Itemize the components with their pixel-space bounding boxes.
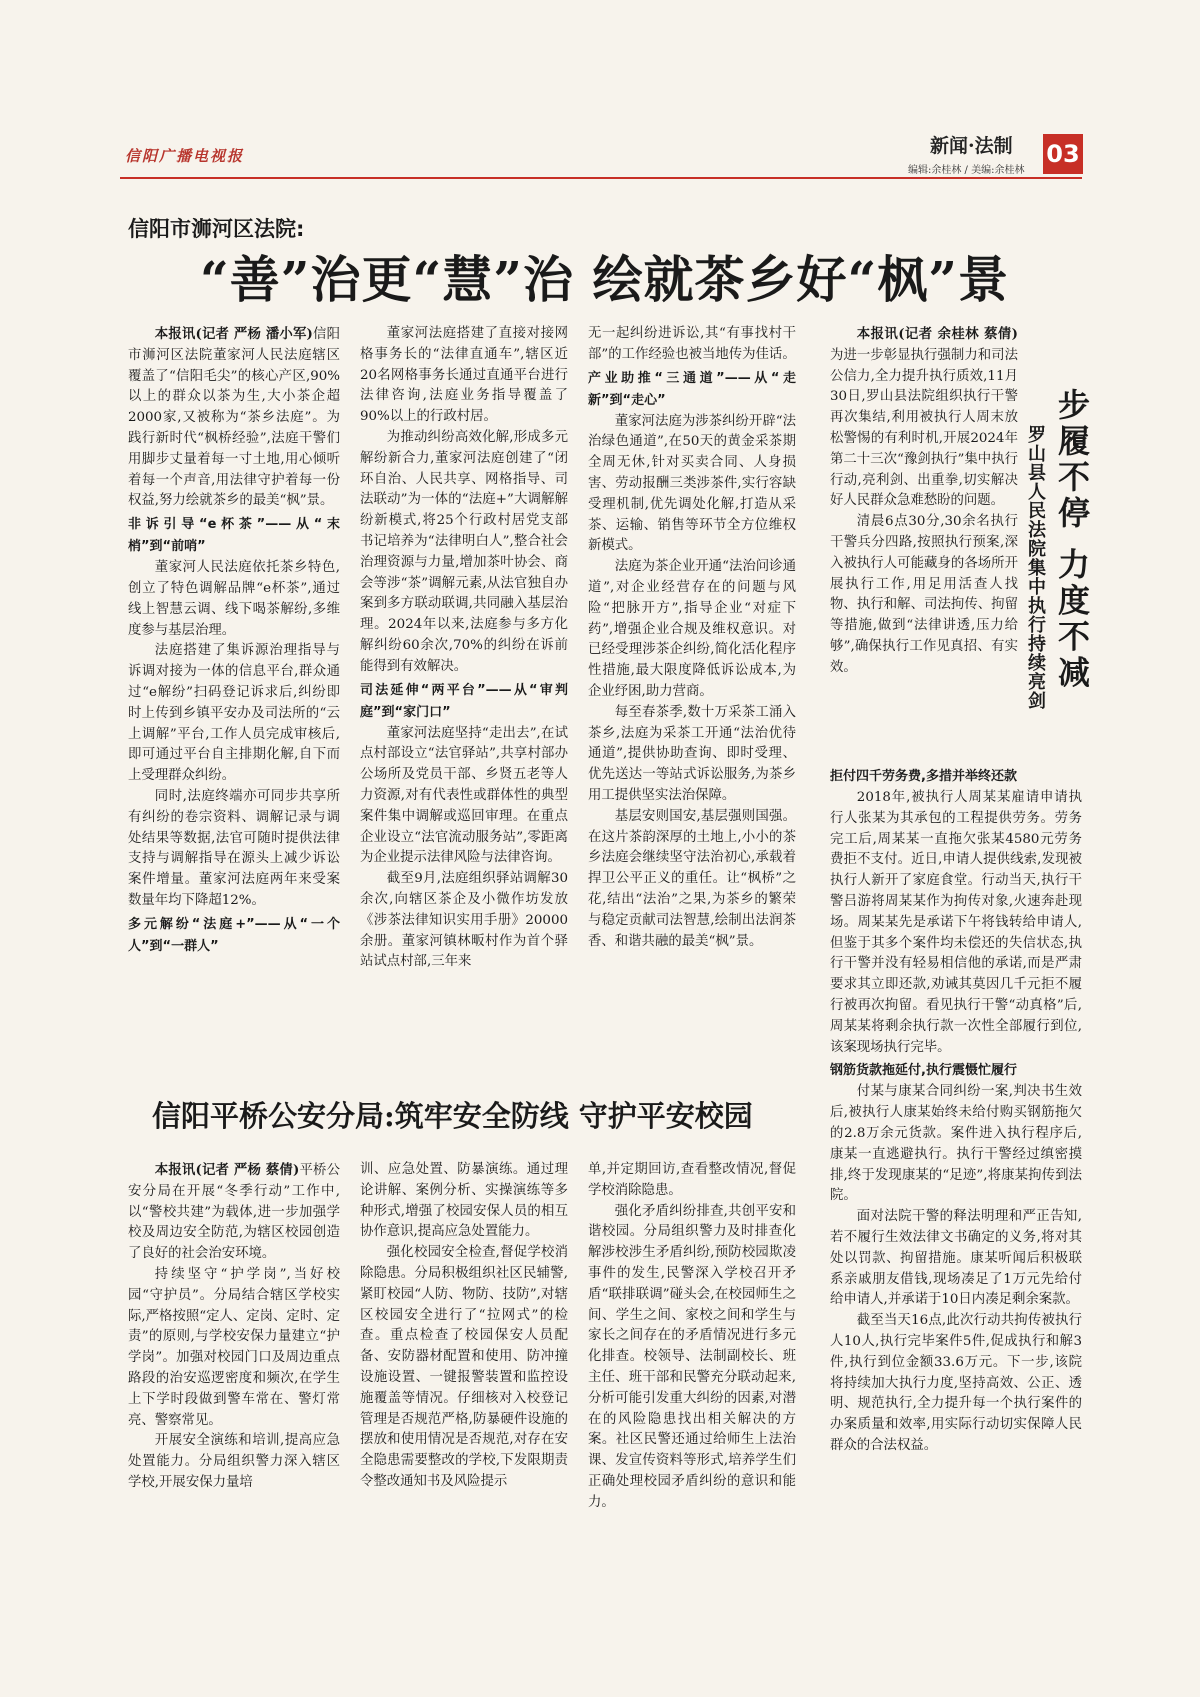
header-rule (120, 177, 1082, 179)
subheading: 拒付四千劳务费,多措并举终还款 (830, 769, 1017, 784)
paragraph: 无一起纠纷进诉讼,其“有事找村干部”的工作经验也被当地传为佳话。 (588, 326, 796, 362)
paragraph: 董家河法庭坚持“走出去”,在试点村部设立“法官驿站”,共享村部办公场所及党员干部、乡贤五老等人力资源,对有代表性或群体性的典型案件集中调解或巡回审理。在重点企业设立“法官流动服务站”,零距离为企业提示法律风险与法律咨询。 (360, 725, 568, 866)
paragraph: 为进一步彰显执行强制力和司法公信力,全力提升执行质效,11月30日,罗山县法院组织执行干警再次集结,利用被执行人周末放松警惕的有利时机,开展2024年第二十三次“豫剑执行”集中执行行动,亮利剑、出重拳,切实解决好人民群众急难愁盼的问题。 (830, 347, 1018, 509)
paragraph: 法庭搭建了集诉源治理指导与诉调对接为一体的信息平台,群众通过“e解纷”扫码登记诉求后,纠纷即时上传到乡镇平安办及司法所的“云上调解”平台,工作人员完成审核后,即可通过平台自主排期化解,自下而上受理群众纠纷。 (128, 643, 340, 784)
article3-column-1 (128, 1160, 340, 1590)
byline: 本报讯(记者 严杨 潘小军) (154, 326, 313, 342)
article1-column-3 (588, 324, 796, 1054)
paragraph: 董家河人民法庭依托茶乡特色,创立了特色调解品牌“e杯茶”,通过线上智慧云调、线下喝茶解纷,多维度参与基层治理。 (128, 560, 340, 638)
paragraph: 付某与康某合同纠纷一案,判决书生效后,被执行人康某始终未给付购买钢筋拖欠的2.8万余元货款。案件进入执行程序后,康某一直逃避执行。执行干警经过缜密摸排,终于发现康某的“足迹”,将康某拘传到法院。 (830, 1084, 1082, 1204)
article2-column (830, 764, 1082, 1586)
byline: 本报讯(记者 严杨 蔡倩) (154, 1162, 300, 1178)
paragraph: 截至9月,法庭组织驿站调解30余次,向辖区茶企及小微作坊发放《涉茶法律知识实用手册》20000余册。董家河镇林畈村作为首个驿站试点村部,三年来 (360, 871, 568, 970)
page-number: 03 (1043, 134, 1083, 174)
editor-credits: 编辑:余桂林 / 美编:余桂林 (908, 165, 1025, 176)
byline: 本报讯(记者 余桂林 蔡倩) (856, 326, 1018, 342)
paragraph: 清晨6点30分,30余名执行干警兵分四路,按照执行预案,深入被执行人可能藏身的各场所开展执行工作,用足用活查人找物、执行和解、司法拘传、拘留等措施,做到“法律讲透,压力给够”,确保执行工作见真招、有实效。 (830, 514, 1018, 675)
article1-column-1 (128, 324, 340, 1054)
paragraph: 董家河法庭搭建了直接对接网格事务长的“法律直通车”,辖区近20名网格事务长通过直通平台进行法律咨询,法庭业务指导覆盖了90%以上的行政村居。 (360, 326, 568, 425)
article1-kicker: 信阳市浉河区法院: (128, 217, 305, 241)
paragraph: 平桥公安分局在开展“冬季行动”工作中,以“警校共建”为载体,进一步加强学校及周边安全防范,为辖区校园创造了良好的社会治安环境。 (128, 1163, 340, 1262)
subheading: 多元解纷“法庭+”——从“一个人”到“一群人” (128, 916, 340, 954)
article2-title: 步履不停 力度不减 (1053, 388, 1091, 692)
paragraph: 每至春茶季,数十万采茶工涌入茶乡,法庭为采茶工开通“法治优待通道”,提供协助查询、即时受理、优先送达一等站式诉讼服务,为茶乡用工提供坚实法治保障。 (588, 704, 796, 803)
subheading: 司法延伸“两平台”——从“审判庭”到“家门口” (360, 682, 568, 720)
paragraph: 开展安全演练和培训,提高应急处置能力。分局组织警力深入辖区学校,开展安保力量培 (128, 1433, 340, 1490)
article3-column-3 (588, 1160, 796, 1590)
paragraph: 信阳市浉河区法院董家河人民法庭辖区覆盖了“信阳毛尖”的核心产区,90%以上的群众以茶为生,大小茶企超2000家,又被称为“茶乡法庭”。为践行新时代“枫桥经验”,法庭干警们用脚步丈量着每一寸土地,用心倾听着每一个声音,用法律守护着每一份权益,努力绘就茶乡的最美“枫”景。 (128, 327, 340, 509)
paragraph: 单,并定期回访,查看整改情况,督促学校消除隐患。 (588, 1162, 796, 1198)
paragraph: 为推动纠纷高效化解,形成多元解纷新合力,董家河法庭创建了“闭环自治、人民共享、网格指导、司法联动”为一体的“法庭+”大调解解纷新模式,将25个行政村居党支部书记培养为“法律明白人”,整合社会治理资源与力量,增加茶叶协会、商会等涉“茶”调解元素,从法官独自办案到多方联动联调,共同融入基层治理。2024年以来,法庭参与多方化解纠纷60余次,70%的纠纷在诉前能得到有效解决。 (360, 429, 568, 674)
paragraph: 面对法院干警的释法明理和严正告知,若不履行生效法律文书确定的义务,将对其处以罚款、拘留措施。康某听闻后积极联系亲戚朋友借钱,现场凑足了1万元先给付给申请人,并承诺于10日内凑足剩余案款。 (830, 1209, 1082, 1308)
article3-column-2 (360, 1160, 568, 1590)
paragraph: 强化校园安全检查,督促学校消除隐患。分局积极组织社区民辅警,紧盯校园“人防、物防、技防”,对辖区校园安全进行了“拉网式”的检查。重点检查了校园保安人员配备、安防器材配置和使用、防冲撞设施设置、一键报警装置和监控设施覆盖等情况。仔细核对入校登记管理是否规范严格,防暴硬件设施的摆放和使用情况是否规范,对存在安全隐患需要整改的学校,下发限期责令整改通知书及风险提示 (360, 1245, 568, 1489)
section-name: 新闻·法制 (930, 135, 1013, 157)
paragraph: 持续坚守“护学岗”,当好校园“守护员”。分局结合辖区学校实际,严格按照“定人、定岗、定时、定责”的原则,与学校安保力量建立“护学岗”。加强对校园门口及周边重点路段的治安巡逻密度和频次,在学生上下学时段做到警车常在、警灯常亮、警察常见。 (128, 1266, 340, 1428)
paragraph: 基层安则国安,基层强则国强。在这片茶韵深厚的土地上,小小的茶乡法庭会继续坚守法治初心,承载着捍卫公平正义的重任。让“枫桥”之花,结出“法治”之果,为茶乡的繁荣与稳定贡献司法智慧,绘制出法润茶香、和谐共融的最美“枫”景。 (588, 808, 796, 949)
article1-column-2 (360, 324, 568, 1054)
subheading: 钢筋货款拖延付,执行震慑忙履行 (830, 1063, 1017, 1079)
paragraph: 强化矛盾纠纷排查,共创平安和谐校园。分局组织警力及时排查化解涉校涉生矛盾纠纷,预防校园欺凌事件的发生,民警深入学校召开矛盾“联排联调”碰头会,在校园师生之间、学生之间、家校之间和学生与家长之间存在的矛盾情况进行多元化排查。校领导、法制副校长、班主任、班干部和民警充分联动起来,分析可能引发重大纠纷的因素,对潜在的风险隐患找出相关解决的方案。社区民警还通过给师生上法治课、发宣传资料等形式,培养学生们正确处理校园矛盾纠纷的意识和能力。 (588, 1203, 796, 1510)
article2-subtitle: 罗山县人民法院集中执行持续亮剑 (1025, 425, 1046, 710)
article3-headline: 信阳平桥公安分局:筑牢安全防线 守护平安校园 (152, 1099, 753, 1133)
masthead-logo: 信阳广播电视报 (125, 147, 245, 165)
article2-intro (830, 324, 1018, 764)
paragraph: 法庭为茶企业开通“法治问诊通道”,对企业经营存在的问题与风险“把脉开方”,指导企业“对症下药”,增强企业合规及维权意识。对已经受理涉茶企纠纷,简化活化程序性措施,最大限度降低诉讼成本,为企业纾困,助力营商。 (588, 559, 796, 699)
paragraph: 同时,法庭终端亦可同步共享所有纠纷的卷宗资料、调解记录与调处结果等数据,法官可随时提供法律支持与调解指导在源头上减少诉讼案件增量。董家河法庭两年来受案数量年均下降超12%。 (128, 788, 340, 908)
paragraph: 2018年,被执行人周某某雇请申请执行人张某为其承包的工程提供劳务。劳务完工后,周某某一直拖欠张某4580元劳务费拒不支付。近日,申请人提供线索,发现被执行人新开了家庭食堂。行动当天,执行干警吕游将周某某作为拘传对象,火速奔赴现场。周某某先是承诺下午将钱转给申请人,但鉴于其多个案件均未偿还的失信状态,执行干警并没有轻易相信他的承诺,而是严肃要求其立即还款,劝诫其莫因几千元拒不履行被再次拘留。看见执行干警“动真格”后,周某某将剩余执行款一次性全部履行到位,该案现场执行完毕。 (830, 790, 1082, 1055)
subheading: 产业助推“三通道”——从“走新”到“走心” (588, 370, 796, 408)
article1-headline: “善”治更“慧”治 绘就茶乡好“枫”景 (200, 250, 1009, 309)
paragraph: 训、应急处置、防暴演练。通过理论讲解、案例分析、实操演练等多种形式,增强了校园安保人员的相互协作意识,提高应急处置能力。 (360, 1162, 568, 1240)
subheading: 非诉引导“e杯茶”——从“末梢”到“前哨” (128, 517, 340, 555)
paragraph: 截至当天16点,此次行动共拘传被执行人10人,执行完毕案件5件,促成执行和解3件,执行到位金额33.6万元。下一步,该院将持续加大执行力度,坚持高效、公正、透明、规范执行,全力提升每一个执行案件的办案质量和效率,用实际行动切实保障人民群众的合法权益。 (830, 1313, 1082, 1453)
paragraph: 董家河法庭为涉茶纠纷开辟“法治绿色通道”,在50天的黄金采茶期全周无休,针对买卖合同、人身损害、劳动报酬三类涉茶件,实行容缺受理机制,优先调处化解,打造从采茶、运输、销售等环节全方位维权新模式。 (588, 413, 796, 554)
